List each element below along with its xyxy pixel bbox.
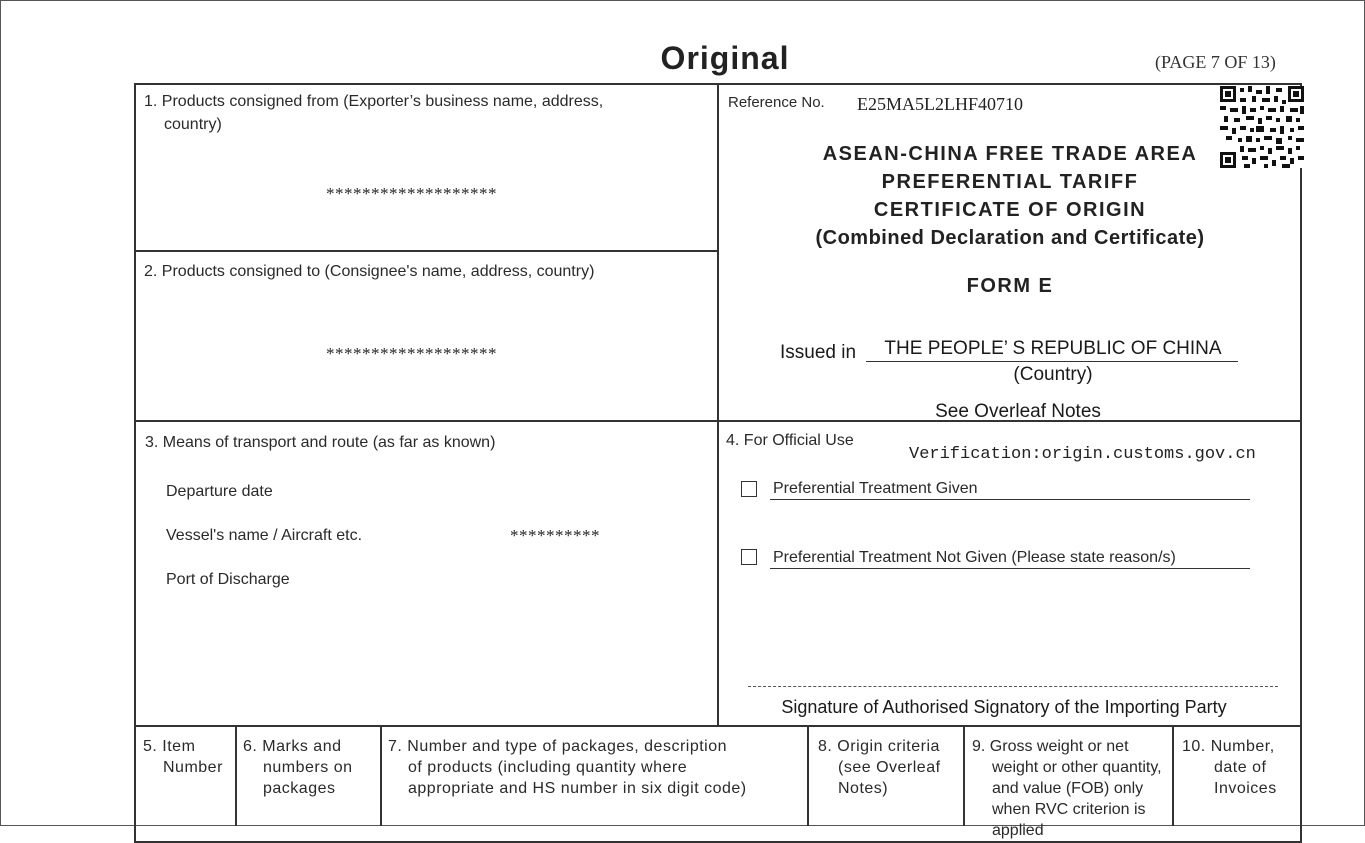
col10-header: 10. Number, date of Invoices bbox=[1182, 738, 1277, 797]
see-overleaf-notes: See Overleaf Notes bbox=[935, 401, 1101, 422]
consignee-value: ******************* bbox=[326, 344, 497, 363]
cert-title-line3: CERTIFICATE OF ORIGIN bbox=[873, 199, 1147, 221]
col9-header: 9. Gross weight or net weight or other quantity, and value (FOB) only when RVC criterion is applied bbox=[972, 738, 1162, 839]
preferential-not-given-checkbox[interactable] bbox=[741, 549, 757, 565]
page-indicator: (PAGE 7 OF 13) bbox=[1155, 52, 1276, 72]
port-of-discharge-label: Port of Discharge bbox=[166, 571, 290, 588]
cert-title-line1: ASEAN-CHINA FREE TRADE AREA bbox=[822, 143, 1198, 165]
exporter-value: ******************* bbox=[326, 184, 497, 203]
signature-line bbox=[748, 686, 1278, 687]
cert-title-line2: PREFERENTIAL TARIFF bbox=[881, 171, 1139, 193]
col6-header: 6. Marks and numbers on packages bbox=[243, 738, 353, 797]
divider-col7-col8 bbox=[807, 726, 809, 826]
reference-label: Reference No. bbox=[728, 94, 825, 111]
box3-label: 3. Means of transport and route (as far as known) bbox=[145, 434, 496, 451]
col7-header: 7. Number and type of packages, description of products (including quantity where appropriate and HS number in six digit code) bbox=[388, 738, 747, 797]
col8-header: 8. Origin criteria (see Overleaf Notes) bbox=[818, 738, 941, 797]
preferential-given-underline bbox=[770, 499, 1250, 500]
box1-label-cont: country) bbox=[164, 116, 222, 133]
form-name: FORM E bbox=[966, 275, 1054, 297]
divider-vertical-main bbox=[717, 84, 719, 726]
divider-box1-box2 bbox=[135, 250, 718, 252]
col5-header: 5. Item Number bbox=[143, 738, 223, 776]
document-title: Original bbox=[660, 40, 790, 76]
preferential-not-given-underline bbox=[770, 568, 1250, 569]
divider-col5-col6 bbox=[235, 726, 237, 826]
preferential-not-given-label: Preferential Treatment Not Given (Please state reason/s) bbox=[773, 549, 1176, 566]
preferential-given-checkbox[interactable] bbox=[741, 481, 757, 497]
issued-in-underline bbox=[866, 361, 1238, 362]
cert-title-line4: (Combined Declaration and Certificate) bbox=[815, 227, 1205, 249]
preferential-given-label: Preferential Treatment Given bbox=[773, 480, 978, 497]
departure-date-label: Departure date bbox=[166, 483, 273, 500]
verification-url: Verification:origin.customs.gov.cn bbox=[909, 445, 1256, 464]
divider-box3-columns bbox=[135, 725, 1302, 727]
divider-col6-col7 bbox=[380, 726, 382, 826]
box4-label: 4. For Official Use bbox=[726, 432, 854, 449]
box1-label: 1. Products consigned from (Exporter’s business name, address, bbox=[144, 93, 604, 110]
signature-caption: Signature of Authorised Signatory of the Importing Party bbox=[781, 697, 1227, 717]
vessel-name-value: ********** bbox=[510, 526, 600, 545]
vessel-name-label: Vessel's name / Aircraft etc. bbox=[166, 527, 363, 544]
issued-in-country: THE PEOPLE’ S REPUBLIC OF CHINA bbox=[884, 338, 1222, 359]
issued-in-label: Issued in bbox=[780, 342, 857, 363]
box2-label: 2. Products consigned to (Consignee's name, address, country) bbox=[144, 263, 595, 280]
divider-col9-col10 bbox=[1172, 726, 1174, 826]
country-caption: (Country) bbox=[1013, 364, 1093, 385]
divider-col8-col9 bbox=[963, 726, 965, 826]
reference-number: E25MA5L2LHF40710 bbox=[857, 94, 1023, 114]
